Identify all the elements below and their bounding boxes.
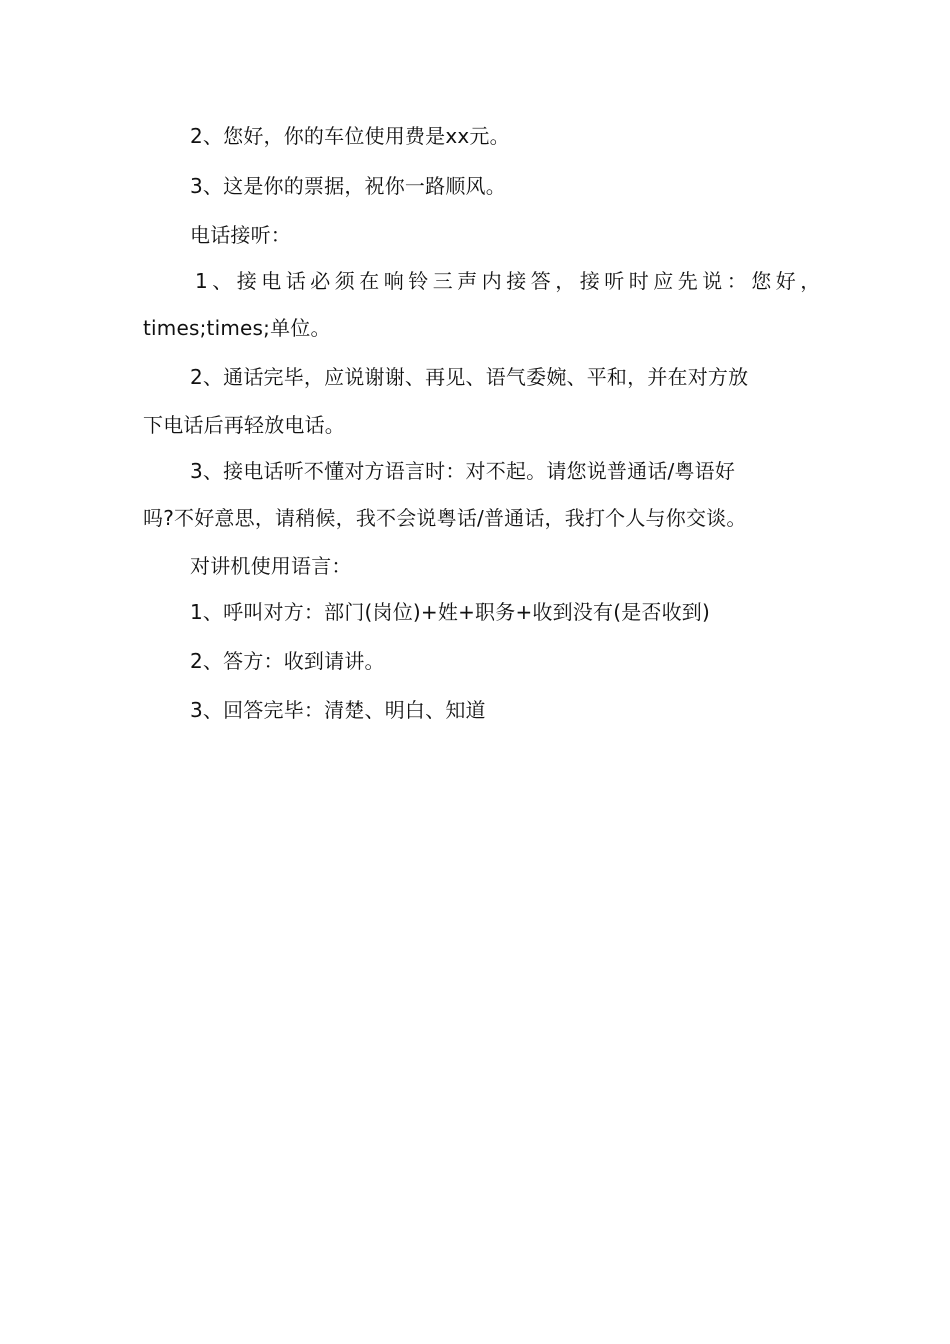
section-heading: 对讲机使用语言： [190, 554, 352, 578]
paragraph-line: 下电话后再轻放电话。 [143, 413, 345, 437]
paragraph-line: times;times;单位。 [143, 316, 331, 340]
paragraph-line: 1、呼叫对方：部门(岗位)+姓+职务+收到没有(是否收到) [190, 600, 711, 624]
paragraph-line: 3、这是你的票据，祝你一路顺风。 [190, 174, 506, 198]
paragraph-line: 3、接电话听不懂对方语言时：对不起。请您说普通话/粤语好 [190, 459, 736, 483]
paragraph-line: 3、回答完毕：清楚、明白、知道 [190, 698, 486, 722]
paragraph-line: 2、通话完毕，应说谢谢、再见、语气委婉、平和，并在对方放 [190, 365, 749, 389]
section-heading: 电话接听： [190, 223, 291, 247]
paragraph-line: 2、答方：收到请讲。 [190, 649, 385, 673]
paragraph-line: 吗?不好意思，请稍候，我不会说粤话/普通话，我打个人与你交谈。 [143, 506, 747, 530]
paragraph-line: 1、接电话必须在响铃三声内接答，接听时应先说：您好， [195, 269, 825, 293]
paragraph-line: 2、您好，你的车位使用费是xx元。 [190, 124, 510, 148]
